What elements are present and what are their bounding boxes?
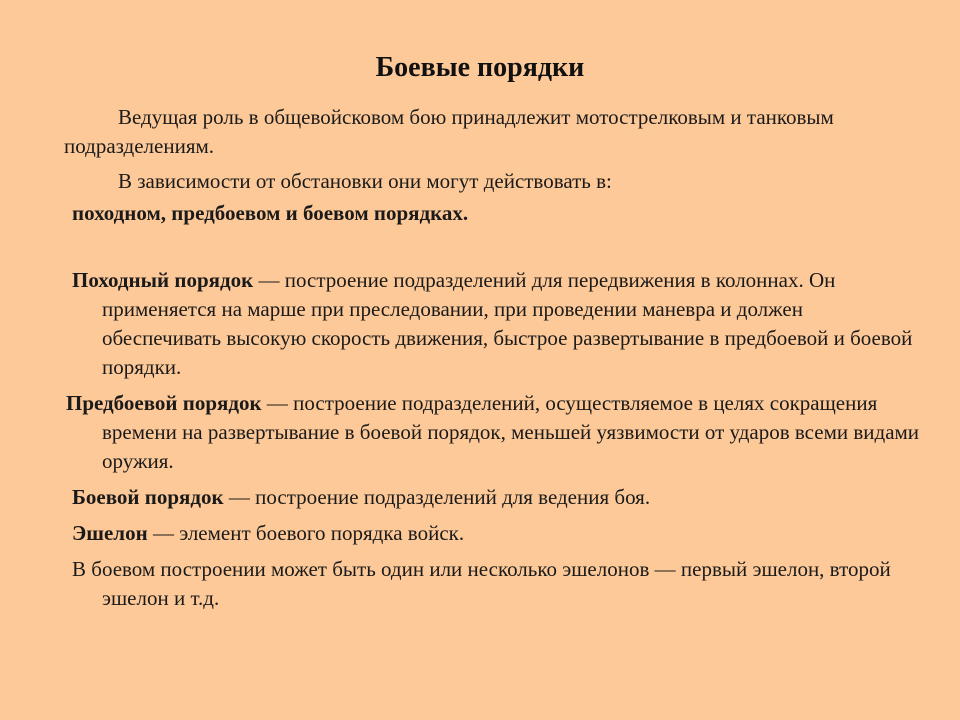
- intro-block: [64, 103, 864, 228]
- definition-text: — построение подразделений, осуществляемое в целях сокращения времени на развертывание в боевой порядок, меньшей уязвимости от ударов всеми видами оружия.: [102, 391, 920, 473]
- slide-title: Боевые порядки: [375, 52, 585, 83]
- definition-text: — построение подразделений для передвижения в колоннах. Он применяется на марше при преследовании, при проведении маневра и должен обеспечивать высокую скорость движения, быстрое развертывание в предбоевой и боевой порядки.: [102, 268, 913, 379]
- definition-term: Боевой порядок: [72, 485, 224, 509]
- definition-text: В боевом построении может быть один или несколько эшелонов — первый эшелон, второй эшелон и т.д.: [72, 557, 891, 610]
- definition-term: Предбоевой порядок: [66, 391, 262, 415]
- intro-paragraph-1: Ведущая роль в общевойсковом бою принадлежит мотострелковым и танковым подразделениям.: [64, 105, 834, 158]
- definition-term: Эшелон: [72, 521, 148, 545]
- definition-text: — элемент боевого порядка войск.: [147, 521, 465, 545]
- definition-item: [66, 389, 926, 476]
- definition-term: Походный порядок: [72, 268, 254, 292]
- definition-item: [66, 519, 926, 548]
- definition-item: [66, 483, 926, 512]
- definitions-list: [66, 266, 926, 613]
- definition-item: [66, 555, 926, 613]
- intro-paragraph-2: В зависимости от обстановки они могут действовать в:: [118, 169, 612, 193]
- definition-text: — построение подразделений для ведения боя.: [223, 485, 651, 509]
- intro-bold-line: походном, предбоевом и боевом порядках.: [72, 201, 469, 225]
- definition-item: [66, 266, 926, 382]
